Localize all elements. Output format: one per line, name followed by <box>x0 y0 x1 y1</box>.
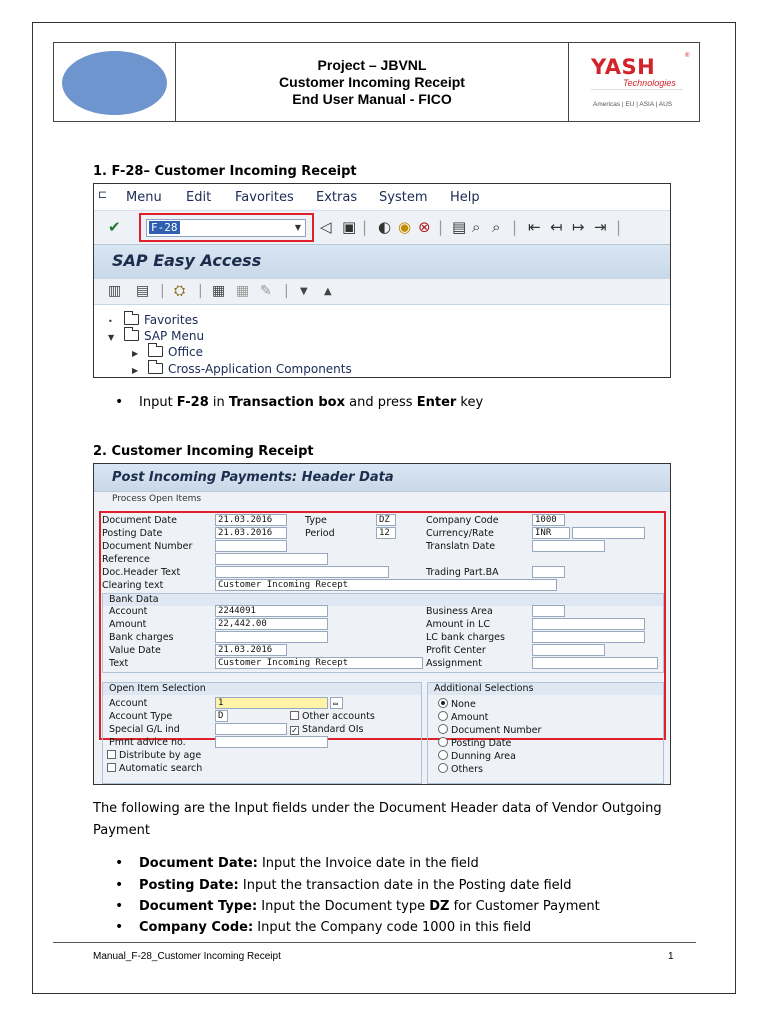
sap-menubar <box>94 184 670 210</box>
yash-logo-sub: Technologies <box>623 78 676 88</box>
clearing-text-label: Clearing text <box>102 580 164 591</box>
change-favorites-icon[interactable]: ✎ <box>260 283 272 299</box>
pmnt-advice-field[interactable] <box>215 736 328 748</box>
reference-label: Reference <box>102 554 150 565</box>
toolbar-separator-4: | <box>616 218 622 236</box>
checkbox-icon[interactable] <box>290 711 299 720</box>
amount-field[interactable]: 22,442.00 <box>215 618 328 630</box>
body-paragraph: The following are the Input fields under the Document Header data of Vendor Outgoing Payment <box>93 801 662 838</box>
translatn-date-field[interactable] <box>532 540 605 552</box>
back-icon[interactable]: ◐ <box>378 218 392 236</box>
document-number-label: Document Number <box>102 541 193 552</box>
bank-account-label: Account <box>109 606 148 617</box>
other-menu-icon[interactable]: ⛭ <box>174 283 186 299</box>
currency-field[interactable]: INR <box>532 527 570 539</box>
radio-icon[interactable] <box>438 750 448 760</box>
header-title-cell <box>176 43 569 121</box>
amount-lc-label: Amount in LC <box>426 619 490 630</box>
doc-header-text-field[interactable] <box>215 566 389 578</box>
type-field[interactable]: DZ <box>376 514 396 526</box>
footer-divider <box>53 942 696 943</box>
next-page-icon[interactable]: ↦ <box>572 218 585 236</box>
assignment-label: Assignment <box>426 658 482 669</box>
menu-favorites[interactable]: Favorites <box>235 190 294 205</box>
appbar-separator-3: | <box>284 283 289 299</box>
value-date-label: Value Date <box>109 645 161 656</box>
standard-ois-checkbox[interactable]: ✓ Standard OIs <box>291 724 364 735</box>
first-page-icon[interactable]: ⇤ <box>528 218 541 236</box>
document-date-field[interactable]: 21.03.2016 <box>215 514 287 526</box>
open-item-selection-header: Open Item Selection <box>103 683 421 695</box>
special-gl-field[interactable] <box>215 723 287 735</box>
radio-selected-icon[interactable] <box>438 698 448 708</box>
bank-account-field[interactable]: 2244091 <box>215 605 328 617</box>
folder-icon <box>124 314 139 325</box>
save-icon[interactable]: ▣ <box>342 218 357 236</box>
account-type-label: Account Type <box>109 711 173 722</box>
menu-system[interactable]: System <box>379 190 428 205</box>
cancel-icon[interactable]: ⊗ <box>418 218 431 236</box>
search-help-icon[interactable]: ▭ <box>330 697 343 709</box>
command-field-highlight <box>139 213 314 242</box>
checkbox-icon[interactable] <box>107 750 116 759</box>
yash-logo: YASH <box>591 55 656 79</box>
currency-rate-label: Currency/Rate <box>426 528 494 539</box>
yash-regions: Americas | EU | ASIA | AUS <box>593 101 673 108</box>
post-incoming-payments-screenshot <box>93 463 671 785</box>
company-code-label: Company Code <box>426 515 499 526</box>
find-next-icon[interactable]: ⌕ <box>492 218 501 236</box>
trading-part-field[interactable] <box>532 566 565 578</box>
chevron-up-icon[interactable]: ▲ <box>324 286 332 297</box>
sap2-title-bar <box>94 464 670 492</box>
folder-icon <box>148 346 163 357</box>
pmnt-advice-label: Pmnt advice no. <box>109 737 186 748</box>
tree-bullet-icon: • <box>108 317 113 326</box>
trading-part-label: Trading Part.BA <box>426 567 499 578</box>
exchange-rate-field[interactable] <box>572 527 645 539</box>
sap-menu-tree <box>94 304 670 378</box>
special-gl-label: Special G/L ind <box>109 724 180 735</box>
bank-charges-label: Bank charges <box>109 632 174 643</box>
profit-center-field[interactable] <box>532 644 605 656</box>
chevron-down-icon[interactable]: ▼ <box>294 223 301 232</box>
header-logo-cell <box>54 43 176 121</box>
account-type-field[interactable]: D <box>215 710 228 722</box>
distribute-by-age-checkbox[interactable]: Distribute by age <box>107 750 201 761</box>
print-icon[interactable]: ▤ <box>452 218 467 236</box>
client-logo-placeholder <box>62 51 167 115</box>
doc-header-text-label: Doc.Header Text <box>102 567 181 578</box>
reference-field[interactable] <box>215 553 328 565</box>
toolbar-separator-2: | <box>438 218 444 236</box>
clearing-text-field[interactable]: Customer Incoming Recept <box>215 579 557 591</box>
tree-item-favorites[interactable]: • Favorites <box>108 313 199 327</box>
footer-title: Manual_F-28_Customer Incoming Receipt <box>93 951 281 962</box>
header-manual: End User Manual - FICO <box>292 90 452 107</box>
radio-document-number[interactable]: Document Number <box>438 724 541 736</box>
bullet-company-code: • Company Code: Input the Company code 1000 in this field <box>139 920 531 935</box>
toolbar-separator-3: | <box>512 218 518 236</box>
menu-menu[interactable]: Menu <box>126 190 162 205</box>
bullet-posting-date: • Posting Date: Input the transaction date in the Posting date field <box>139 878 572 893</box>
command-value: F-28 <box>151 221 178 234</box>
checkbox-icon[interactable] <box>107 763 116 772</box>
radio-icon[interactable] <box>438 724 448 734</box>
radio-icon[interactable] <box>438 763 448 773</box>
lc-bank-charges-label: LC bank charges <box>426 632 505 643</box>
bullet-document-date: • Document Date: Input the Invoice date in the field <box>139 856 479 871</box>
collapsed-triangle-icon: ▶ <box>132 366 139 375</box>
delete-favorites-icon[interactable]: ▦ <box>236 283 250 299</box>
oi-account-field[interactable]: 1 <box>215 697 328 709</box>
menu-edit[interactable]: Edit <box>186 190 212 205</box>
appbar-separator-2: | <box>198 283 203 299</box>
document-header <box>53 42 700 122</box>
appbar-separator: | <box>160 283 165 299</box>
tree-item-sap-menu[interactable]: ▼ SAP Menu <box>108 329 205 343</box>
text-field[interactable]: Customer Incoming Recept <box>215 657 423 669</box>
header-project: Project – JBVNL <box>317 56 427 73</box>
amount-label: Amount <box>109 619 147 630</box>
business-area-label: Business Area <box>426 606 493 617</box>
enter-check-icon[interactable]: ✔ <box>108 218 121 236</box>
posting-date-label: Posting Date <box>102 528 163 539</box>
posting-date-field[interactable]: 21.03.2016 <box>215 527 287 539</box>
user-menu-icon[interactable]: ▥ <box>108 283 122 299</box>
profit-center-label: Profit Center <box>426 645 486 656</box>
chevron-down-icon[interactable]: ▼ <box>300 286 308 297</box>
folder-icon <box>148 363 163 374</box>
section-1-title: 1. F-28– Customer Incoming Receipt <box>93 164 357 179</box>
yash-divider <box>591 89 683 90</box>
bank-data-header: Bank Data <box>103 594 663 606</box>
company-code-field[interactable]: 1000 <box>532 514 565 526</box>
toolbar-separator: | <box>362 218 368 236</box>
radio-amount[interactable]: Amount <box>438 711 488 723</box>
oi-account-label: Account <box>109 698 148 709</box>
other-accounts-checkbox[interactable]: Other accounts <box>290 711 375 722</box>
process-open-items-button[interactable]: Process Open Items <box>112 494 202 504</box>
text-label: Text <box>109 658 129 669</box>
sap-system-toolbar <box>94 210 670 244</box>
section-2-title: 2. Customer Incoming Receipt <box>93 444 314 459</box>
last-page-icon[interactable]: ⇥ <box>594 218 607 236</box>
sap-application-toolbar <box>94 278 670 304</box>
footer-page-number: 1 <box>668 951 674 962</box>
amount-lc-field[interactable] <box>532 618 645 630</box>
section-1-bullet: • Input F-28 in Transaction box and press Enter key <box>139 395 483 410</box>
period-field[interactable]: 12 <box>376 527 396 539</box>
back-arrow-icon[interactable]: ◁ <box>320 218 332 236</box>
assignment-field[interactable] <box>532 657 658 669</box>
window-menu-icon[interactable]: ⊏ <box>98 188 108 201</box>
bullet-document-type: • Document Type: Input the Document type DZ for Customer Payment <box>139 899 600 914</box>
expanded-triangle-icon: ▼ <box>108 333 115 342</box>
tree-item-cross-application[interactable]: ▶ Cross-Application Components <box>132 362 352 376</box>
business-area-field[interactable] <box>532 605 565 617</box>
document-number-field[interactable] <box>215 540 287 552</box>
find-icon[interactable]: ⌕ <box>472 218 481 236</box>
sap-title-bar <box>94 244 670 278</box>
sap-easy-access-screenshot <box>93 183 671 378</box>
yash-logo-cell <box>569 43 699 121</box>
radio-icon[interactable] <box>438 737 448 747</box>
type-label: Type <box>305 515 327 526</box>
header-subject: Customer Incoming Receipt <box>279 73 465 90</box>
lc-bank-charges-field[interactable] <box>532 631 645 643</box>
value-date-field[interactable]: 21.03.2016 <box>215 644 287 656</box>
command-field[interactable] <box>146 219 306 237</box>
radio-dunning-area[interactable]: Dunning Area <box>438 750 516 762</box>
collapsed-triangle-icon: ▶ <box>132 349 139 358</box>
radio-others[interactable]: Others <box>438 763 483 775</box>
sap-menu-icon[interactable]: ▤ <box>136 283 150 299</box>
automatic-search-checkbox[interactable]: Automatic search <box>107 763 202 774</box>
radio-icon[interactable] <box>438 711 448 721</box>
period-label: Period <box>305 528 335 539</box>
menu-extras[interactable]: Extras <box>316 190 358 205</box>
bank-charges-field[interactable] <box>215 631 328 643</box>
radio-none[interactable]: None <box>438 698 476 710</box>
menu-help[interactable]: Help <box>450 190 480 205</box>
translatn-date-label: Translatn Date <box>426 541 496 552</box>
yash-registered: ® <box>685 53 690 59</box>
radio-posting-date[interactable]: Posting Date <box>438 737 511 749</box>
document-date-label: Document Date <box>102 515 177 526</box>
exit-icon[interactable]: ◉ <box>398 218 412 236</box>
screen-title: SAP Easy Access <box>112 251 262 270</box>
checked-checkbox-icon[interactable]: ✓ <box>291 726 298 735</box>
sap2-screen-title: Post Incoming Payments: Header Data <box>112 470 394 485</box>
additional-selections-header: Additional Selections <box>428 683 663 695</box>
folder-open-icon <box>124 330 139 341</box>
add-favorites-icon[interactable]: ▦ <box>212 283 226 299</box>
tree-item-office[interactable]: ▶ Office <box>132 345 204 359</box>
previous-page-icon[interactable]: ↤ <box>550 218 563 236</box>
